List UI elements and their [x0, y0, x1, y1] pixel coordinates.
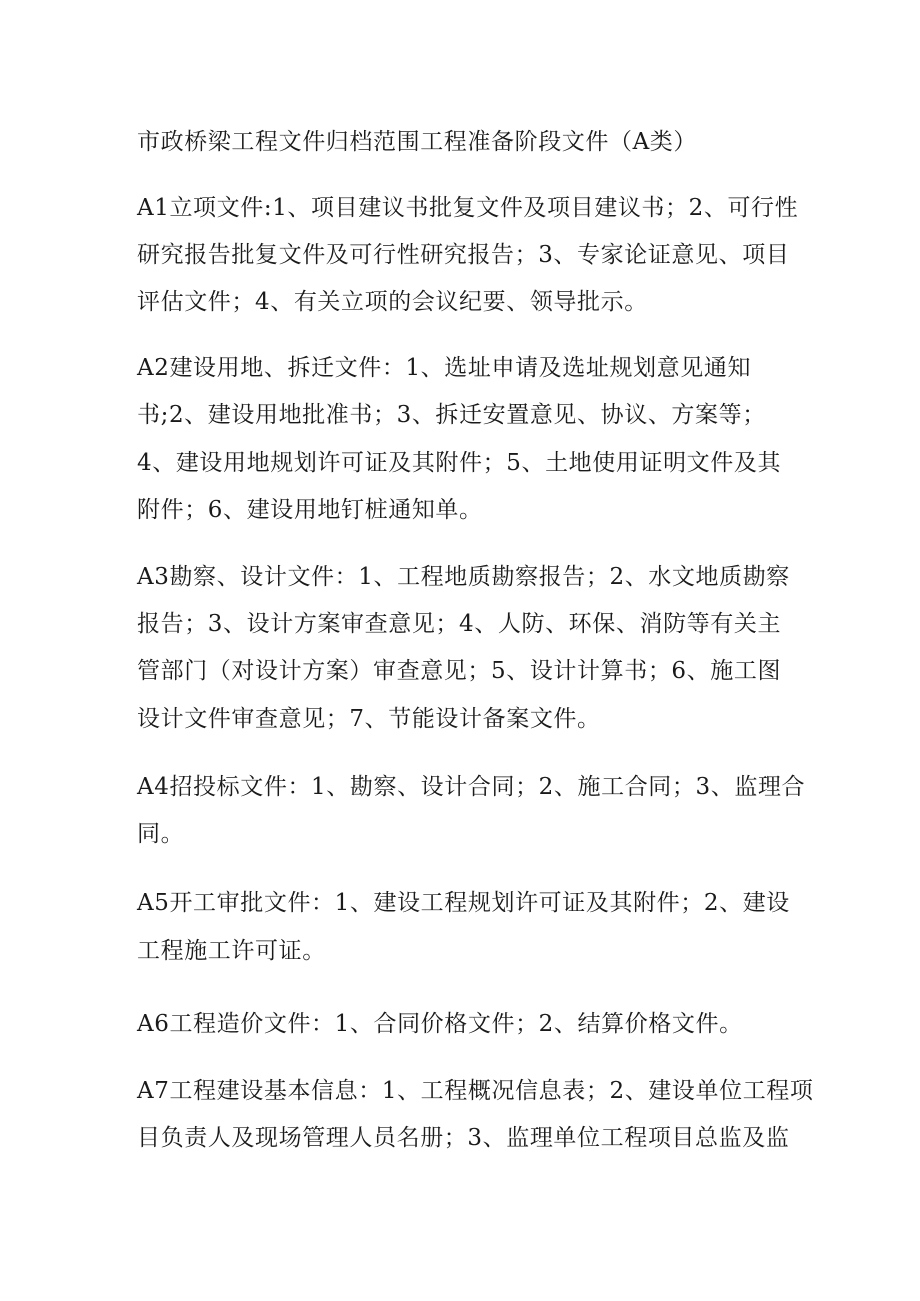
paragraph-line: 管部门（对设计方案）审查意见；5、设计计算书；6、施工图: [137, 658, 782, 684]
paragraph-line: 设计文件审查意见；7、节能设计备案文件。: [137, 706, 601, 732]
paragraph-line: 附件；6、建设用地钉桩通知单。: [137, 497, 483, 523]
paragraph-line: A2建设用地、拆迁文件：1、选址申请及选址规划意见通知: [137, 355, 752, 381]
paragraph-line: A1立项文件:1、项目建议书批复文件及项目建议书；2、可行性: [137, 195, 799, 221]
paragraph-line: 同。: [137, 821, 185, 847]
paragraph-line: 目负责人及现场管理人员名册；3、监理单位工程项目总监及监: [137, 1125, 790, 1151]
paragraph-line: 4、建设用地规划许可证及其附件；5、土地使用证明文件及其: [137, 450, 782, 476]
paragraph-line: 工程施工许可证。: [137, 938, 326, 964]
paragraph-line: 报告；3、设计方案审查意见；4、人防、环保、消防等有关主: [137, 611, 782, 637]
paragraph-line: 研究报告批复文件及可行性研究报告；3、专家论证意见、项目: [137, 242, 790, 268]
paragraph-line: A4招投标文件：1、勘察、设计合同；2、施工合同；3、监理合: [137, 774, 806, 800]
paragraph-line: 书;2、建设用地批准书；3、拆迁安置意见、协议、方案等；: [137, 402, 766, 428]
paragraph-line: A6工程造价文件：1、合同价格文件；2、结算价格文件。: [137, 1011, 743, 1037]
document-title: 市政桥梁工程文件归档范围工程准备阶段文件（A类）: [137, 129, 698, 155]
paragraph-line: A3勘察、设计文件：1、工程地质勘察报告；2、水文地质勘察: [137, 564, 790, 590]
paragraph-line: A5开工审批文件：1、建设工程规划许可证及其附件；2、建设: [137, 890, 790, 916]
paragraph-line: 评估文件；4、有关立项的会议纪要、领导批示。: [137, 289, 648, 315]
paragraph-line: A7工程建设基本信息：1、工程概况信息表；2、建设单位工程项: [137, 1078, 814, 1104]
